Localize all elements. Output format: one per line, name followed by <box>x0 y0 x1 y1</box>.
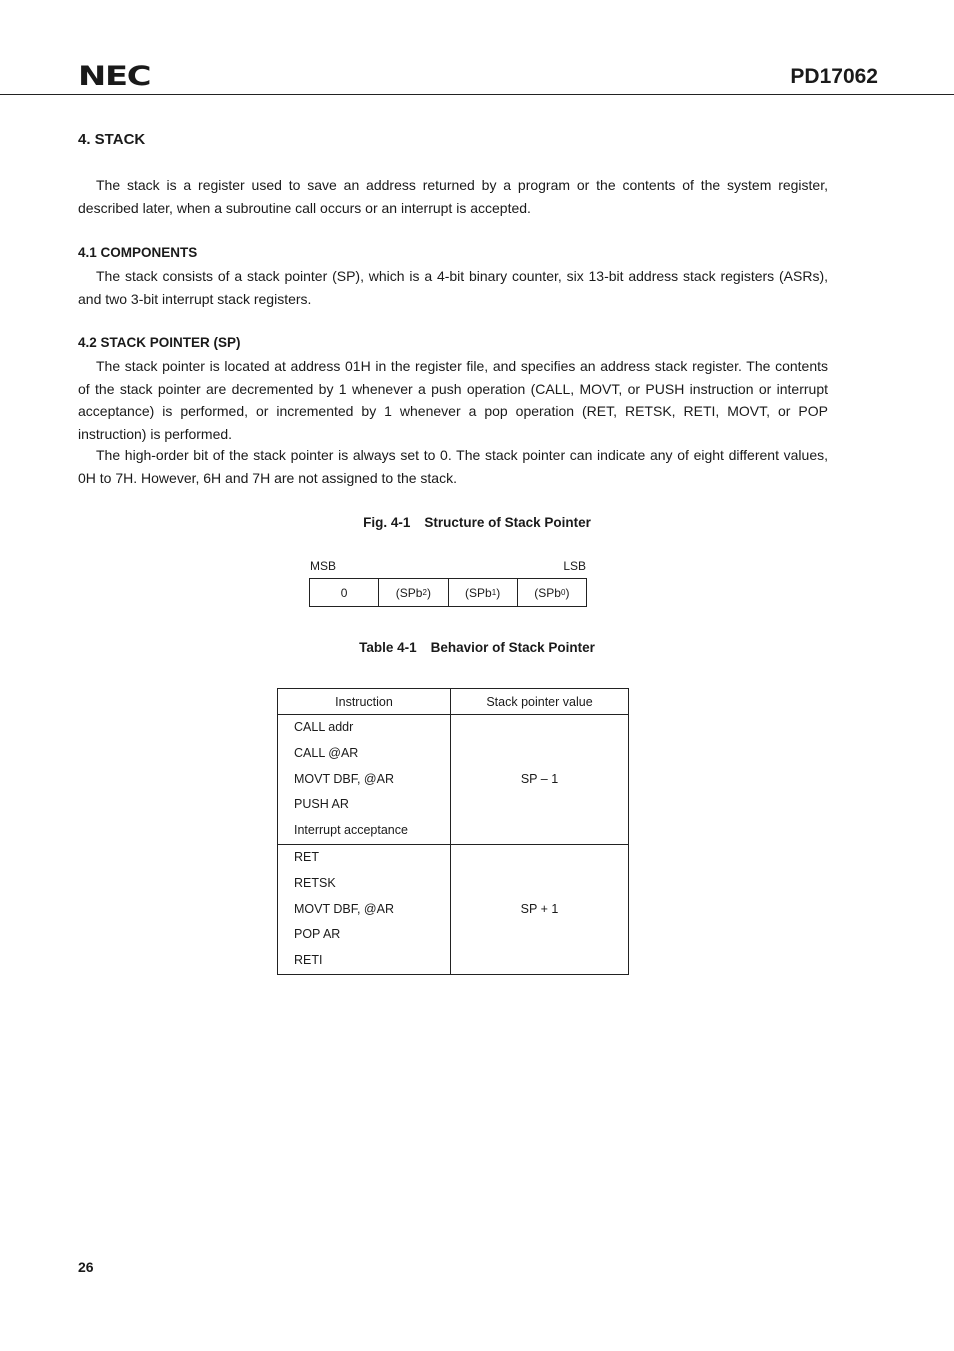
intro-paragraph: The stack is a register used to save an address returned by a program or the contents of the system register, described later, when a subroutine call occurs or an interrupt is accepted. <box>78 177 828 216</box>
section-heading: 4. STACK <box>78 131 146 148</box>
msb-label: MSB <box>310 559 337 573</box>
document-title: PD17062 <box>790 65 878 88</box>
components-paragraph: The stack consists of a stack pointer (SP), which is a 4-bit binary counter, six 13-bit address stack registers (ASRs), and two 3-bit interrupt stack registers. <box>78 268 828 307</box>
table-caption-text: Behavior of Stack Pointer <box>430 640 595 655</box>
lsb-label: LSB <box>563 559 586 573</box>
register-bit-3: 0 <box>340 585 348 600</box>
register-bit-2: (SPb 2 ) <box>378 579 447 606</box>
column-header-instruction: Instruction <box>278 689 451 715</box>
stack-pointer-register <box>309 578 587 607</box>
figure-caption <box>0 515 954 530</box>
table-row <box>278 844 629 974</box>
instruction-group-pop <box>278 844 451 974</box>
stack-pointer-paragraph-2: The high-order bit of the stack pointer is always set to 0. The stack pointer can indicate any of eight different values, 0H to 7H. However, 6H and 7H are not assigned to the stack. <box>78 447 828 486</box>
header-divider <box>0 94 954 95</box>
stack-pointer-behavior-table <box>277 688 629 975</box>
figure-caption-text: Structure of Stack Pointer <box>424 515 591 530</box>
instruction-item: CALL @AR <box>294 745 359 760</box>
table-caption <box>0 640 954 655</box>
instruction-group-push <box>278 715 451 845</box>
stack-pointer-heading: 4.2 STACK POINTER (SP) <box>78 335 241 350</box>
instruction-item: MOVT DBF, @AR <box>294 771 394 786</box>
stack-pointer-value: SP + 1 <box>451 844 629 974</box>
instruction-item: POP AR <box>294 927 341 942</box>
table-caption-number: Table 4-1 <box>359 640 417 655</box>
column-header-value: Stack pointer value <box>451 689 629 715</box>
instruction-item: PUSH AR <box>294 797 349 812</box>
page-number: 26 <box>78 1259 94 1275</box>
instruction-item: RETSK <box>294 875 336 890</box>
instruction-item: Interrupt acceptance <box>294 823 408 838</box>
instruction-item: RET <box>294 849 319 864</box>
nec-logo: NEC <box>78 61 151 92</box>
stack-pointer-value: SP – 1 <box>451 715 629 845</box>
table-row <box>278 715 629 845</box>
stack-pointer-paragraph-1: The stack pointer is located at address 01H in the register file, and specifies an address stack register. The contents of the stack pointer are decremented by 1 whenever a push operation (CALL, MOVT, or PUSH instruction or interrupt acceptance) is performed, or incremented by 1 whenever a pop operation (RET, RETSK, RETI, MOVT, or POP instruction) is performed. <box>78 358 828 442</box>
instruction-item: CALL addr <box>294 720 354 734</box>
components-heading: 4.1 COMPONENTS <box>78 245 198 260</box>
instruction-item: MOVT DBF, @AR <box>294 901 394 916</box>
instruction-item: RETI <box>294 953 323 968</box>
register-bit-1: (SPb 1 ) <box>448 579 517 606</box>
register-bit-labels <box>310 559 586 573</box>
register-bit-0: (SPb 0 ) <box>517 579 586 606</box>
figure-caption-number: Fig. 4-1 <box>363 515 411 530</box>
table-header-row <box>278 689 629 715</box>
